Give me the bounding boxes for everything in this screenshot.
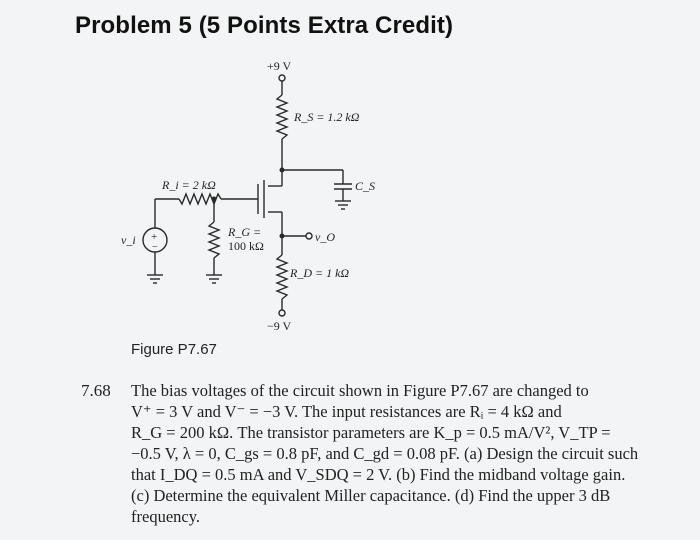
rd-resistor: [277, 255, 287, 299]
problem-line: V⁺ = 3 V and V⁻ = −3 V. The input resistances are Rᵢ = 4 kΩ and: [131, 402, 562, 421]
problem-line: −0.5 V, λ = 0, C_gs = 0.8 pF, and C_gd = 0.08 pF. (a) Design the circuit such: [131, 444, 639, 463]
vplus-label: +9 V: [267, 59, 292, 73]
vplus-node: [279, 75, 285, 81]
problem-line: The bias voltages of the circuit shown in Figure P7.67 are changed to: [131, 381, 589, 400]
problem-title: Problem 5 (5 Points Extra Credit): [75, 12, 454, 39]
vo-node: [306, 233, 312, 239]
rg-resistor: [209, 222, 219, 258]
problem-line: that I_DQ = 0.5 mA and V_SDQ = 2 V. (b) Find the midband voltage gain.: [131, 465, 626, 484]
vi-plus-sign: +: [151, 231, 158, 243]
figure-caption: Figure P7.67: [131, 341, 217, 358]
rd-label: R_D = 1 kΩ: [290, 266, 350, 280]
vminus-label: −9 V: [267, 319, 292, 333]
rs-label: R_S = 1.2 kΩ: [294, 110, 360, 124]
rg-label-1: R_G =: [228, 225, 262, 239]
vo-label: v_O: [315, 230, 335, 244]
vminus-node: [279, 310, 285, 316]
cs-label: C_S: [355, 179, 376, 193]
problem-statement: [131, 380, 651, 527]
problem-number: 7.68: [81, 381, 111, 400]
ri-label: R_i = 2 kΩ: [162, 178, 216, 192]
vi-label: v_i: [121, 233, 136, 247]
problem-line: R_G = 200 kΩ. The transistor parameters are K_p = 0.5 mA/V², V_TP =: [131, 423, 611, 442]
rs-resistor: [277, 95, 287, 139]
problem-line: frequency.: [131, 507, 201, 526]
problem-line: (c) Determine the equivalent Miller capacitance. (d) Find the upper 3 dB: [131, 486, 611, 505]
rg-label-2: 100 kΩ: [228, 239, 264, 253]
vi-minus-sign: −: [152, 242, 158, 253]
